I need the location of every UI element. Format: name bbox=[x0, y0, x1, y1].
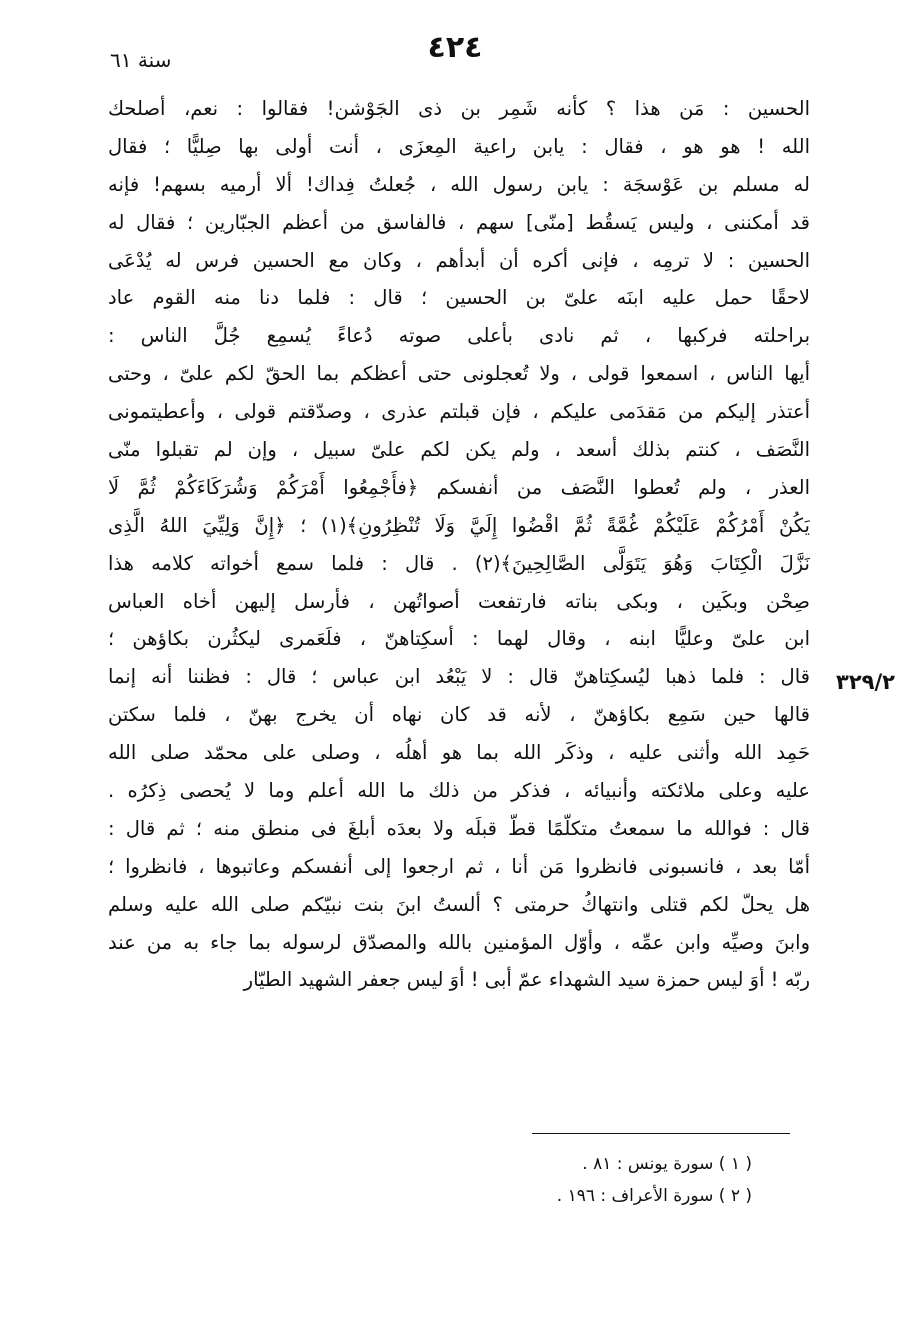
text-line: له مسلم بن عَوْسجَة : يابن رسول الله ، جُعلتُ فِداك! ألا أرميه بسهم! فإنه bbox=[108, 172, 810, 196]
footnotes bbox=[500, 1148, 752, 1212]
text-line: صِحْن وبكَين ، وبكى بناته فارتفعت أصواتُهن ، فأرسل إليهن أخاه العباس bbox=[108, 589, 810, 613]
text-line: حَمِد الله وأثنى عليه ، وذكَر الله بما هو أهلُه ، وصلى على محمّد صلى الله bbox=[108, 741, 810, 765]
text-line: يَكُنْ أَمْرُكُمْ عَلَيْكُمْ غُمَّةً ثُمَّ اقْضُوا إِلَيَّ وَلَا تُنْظِرُونِ﴾(١) ؛ ﴿إِنَّ وَلِيِّيَ اللهُ الَّذِى bbox=[108, 513, 810, 537]
page-number: ٤٢٤ bbox=[427, 30, 483, 65]
text-line: النَّصَف ، كنتم بذلك أسعد ، ولم يكن لكم علىّ سبيل ، وإن لم تقبلوا منّى bbox=[108, 438, 810, 462]
text-line: الحسين : مَن هذا ؟ كأنه شَمِر بن ذى الجَوْشن! فقالوا : نعم، أصلحك bbox=[108, 97, 810, 120]
text-line: قال : فوالله ما سمعتُ متكلّمًا قطّ قبلَه ولا بعدَه أبلغَ فى منطق منه ؛ ثم قال : bbox=[108, 816, 810, 840]
body-text bbox=[108, 90, 810, 999]
text-line: أعتذر إليكم من مَقدَمى عليكم ، فإن قبلتم عذرى ، وصدّقتم قولى ، وأعطيتمونى bbox=[108, 400, 810, 424]
text-line: ابن علىّ وعليًّا ابنه ، وقال لهما : أسكِتاهنّ ، فلَعَمرى ليكثُرن بكاؤهن ؛ bbox=[108, 627, 810, 651]
text-line: ربّه ! أوَ ليس حمزة سيد الشهداء عمّ أبى ! أوَ ليس جعفر الشهيد الطيّار bbox=[243, 968, 810, 992]
text-line: هل يحلّ لكم قتلى وانتهاكُ حرمتى ؟ ألستُ ابنَ بنت نبيّكم صلى الله عليه وسلم bbox=[108, 892, 810, 916]
text-line: وابنَ وصيِّه وابن عمِّه ، وأوّل المؤمنين بالله والمصدّق لرسوله بما جاء به من عند bbox=[108, 930, 810, 954]
text-line: قال : فلما ذهبا ليُسكِتاهنّ قال : لا يَبْعُد ابن عباس ؛ قال : فظننا أنه إنما bbox=[108, 665, 810, 689]
text-line: قالها حين سَمِع بكاؤهنّ ، لأنه قد كان نهاه أن يخرج بهنّ ، فلما سكتن bbox=[108, 703, 810, 727]
margin-reference: ٣٢٩/٢ bbox=[836, 670, 895, 694]
text-line: الحسين : لا ترمِه ، فإنى أكره أن أبدأهم ، وكان مع الحسين فرس له يُدْعَى bbox=[108, 248, 810, 272]
footnote-divider bbox=[532, 1133, 790, 1134]
footnote: ( ٢ ) سورة الأعراف : ١٩٦ . bbox=[556, 1186, 752, 1206]
text-line: نَزَّلَ الْكِتَابَ وَهُوَ يَتَوَلَّى الصَّالِحِينَ﴾(٢) . قال : فلما سمع أخواته كلامه هذا bbox=[108, 551, 810, 575]
running-header-year: سنة ٦١ bbox=[110, 48, 172, 72]
text-line: العذر ، ولم تُعطوا النَّصَف من أنفسكم ﴿فأَجْمِعُوا أَمْرَكُمْ وَشُرَكَاءَكُمْ ثُمَّ لَا bbox=[108, 475, 810, 499]
text-line: براحلته فركبها ، ثم نادى بأعلى صوته دُعاءً يُسمِع جُلَّ الناس : bbox=[108, 324, 810, 348]
text-line: لاحقًا حمل عليه ابنَه علىّ بن الحسين ؛ قال : فلما دنا منه القوم عاد bbox=[108, 286, 810, 310]
text-line: قد أمكننى ، وليس يَسقُط [منّى] سهم ، فالفاسق من أعظم الجبّارين ؛ فقال له bbox=[108, 210, 810, 234]
text-line: الله ! هو هو ، فقال : يابن راعية المِعزَى ، أنت أولى بها صِليًّا ؛ فقال bbox=[108, 134, 810, 158]
text-line: أيها الناس ، اسمعوا قولى ، ولا تُعجلونى حتى أعظكم بما الحقّ لكم علىّ ، وحتى bbox=[108, 362, 810, 386]
text-line: أمّا بعد ، فانسبونى فانظروا مَن أنا ، ثم ارجعوا إلى أنفسكم وعاتبوها ، فانظروا ؛ bbox=[108, 854, 810, 878]
footnote: ( ١ ) سورة يونس : ٨١ . bbox=[582, 1154, 752, 1174]
text-line: عليه وعلى ملائكته وأنبيائه ، فذكر من ذلك ما الله أعلم وما لا يُحصى ذِكرُه . bbox=[108, 779, 810, 803]
